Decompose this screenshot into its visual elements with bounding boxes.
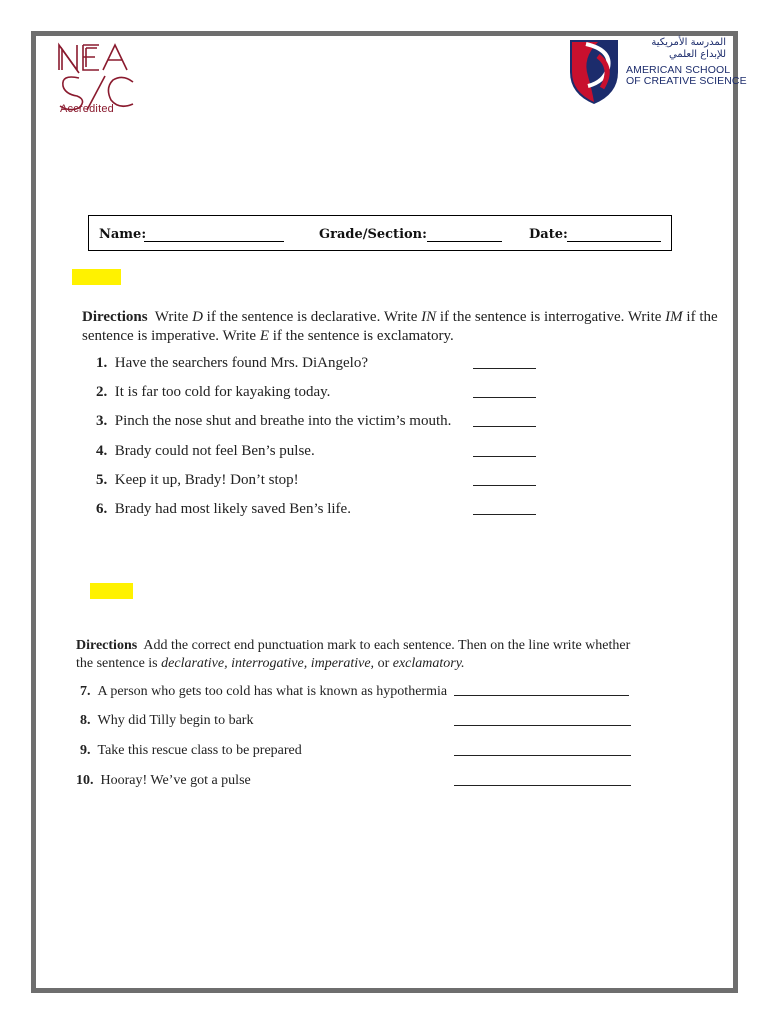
school-name-english	[626, 65, 747, 87]
question-text: Take this rescue class to be prepared	[97, 743, 302, 758]
school-name-arabic-line2: للإبداع العلمي	[668, 49, 726, 60]
name-line[interactable]	[144, 241, 284, 242]
directions-label: Directions	[76, 638, 138, 653]
answer-line[interactable]	[473, 397, 536, 398]
question-text: Hooray! We’ve got a pulse	[100, 773, 251, 788]
question-item	[80, 743, 302, 759]
directions-text: if the sentence is interrogative. Write	[436, 309, 666, 325]
answer-line[interactable]	[454, 785, 631, 786]
part1-directions	[82, 308, 722, 346]
question-item	[80, 713, 253, 729]
school-shield-logo	[568, 38, 620, 106]
question-text: Have the searchers found Mrs. DiAngelo?	[114, 355, 368, 371]
answer-line[interactable]	[454, 695, 629, 696]
answer-line[interactable]	[473, 368, 536, 369]
question-text: Brady could not feel Ben’s pulse.	[114, 443, 315, 459]
date-label: Date:	[529, 227, 568, 242]
name-label: Name:	[99, 227, 147, 242]
question-text: Brady had most likely saved Ben’s life.	[114, 501, 351, 517]
directions-text: Add the correct end punctuation mark to each sentence. Then on the line write whether the sentence is	[76, 638, 631, 671]
directions-label: Directions	[82, 309, 148, 325]
school-name-line2: OF CREATIVE SCIENCE	[626, 75, 747, 87]
question-number: 9.	[80, 743, 91, 758]
school-name-arabic-line1: المدرسة الأمريكية	[651, 37, 726, 48]
question-item	[96, 472, 299, 489]
question-number: 6.	[96, 501, 108, 517]
question-text: Pinch the nose shut and breathe into the victim’s mouth.	[114, 413, 452, 429]
question-number: 2.	[96, 384, 108, 400]
school-name-line1: AMERICAN SCHOOL	[626, 64, 731, 76]
directions-text: if the sentence is exclamatory.	[268, 328, 454, 344]
directions-text: if the sentence is declarative. Write	[202, 309, 422, 325]
answer-line[interactable]	[473, 426, 536, 427]
accredited-text: Accredited	[60, 103, 114, 115]
student-info-box	[88, 215, 672, 251]
question-number: 1.	[96, 355, 108, 371]
question-text: Keep it up, Brady! Don’t stop!	[114, 472, 299, 488]
highlight-mark	[72, 269, 121, 285]
question-item	[96, 384, 330, 401]
question-text: Why did Tilly begin to bark	[97, 713, 254, 728]
question-text: It is far too cold for kayaking today.	[114, 384, 331, 400]
question-number: 5.	[96, 472, 108, 488]
question-item	[96, 355, 368, 372]
part2-directions	[76, 637, 636, 673]
school-name-arabic	[626, 37, 726, 61]
question-item	[96, 413, 451, 430]
answer-line[interactable]	[473, 485, 536, 486]
answer-line[interactable]	[473, 514, 536, 515]
answer-line[interactable]	[454, 725, 631, 726]
directions-text: Write	[154, 309, 193, 325]
directions-code-d: D	[192, 309, 203, 325]
question-item	[96, 443, 315, 460]
grade-section-label: Grade/Section:	[319, 227, 427, 242]
date-line[interactable]	[567, 241, 661, 242]
directions-emphasis: exclamatory.	[392, 656, 465, 671]
question-item	[80, 684, 447, 700]
question-number: 7.	[80, 684, 91, 699]
directions-text: if the sentence is imperative. Write	[82, 309, 718, 344]
directions-text: or	[374, 656, 393, 671]
answer-line[interactable]	[473, 456, 536, 457]
grade-section-line[interactable]	[427, 241, 502, 242]
question-number: 4.	[96, 443, 108, 459]
directions-emphasis: declarative, interrogative, imperative,	[161, 656, 375, 671]
question-item	[76, 773, 251, 789]
directions-code-im: IM	[665, 309, 683, 325]
question-number: 8.	[80, 713, 91, 728]
directions-code-e: E	[259, 328, 269, 344]
answer-line[interactable]	[454, 755, 631, 756]
question-item	[96, 501, 351, 518]
highlight-mark	[90, 583, 133, 599]
question-text: A person who gets too cold has what is known as hypothermia	[97, 684, 448, 699]
question-number: 10.	[76, 773, 94, 788]
question-number: 3.	[96, 413, 108, 429]
directions-code-in: IN	[421, 309, 437, 325]
